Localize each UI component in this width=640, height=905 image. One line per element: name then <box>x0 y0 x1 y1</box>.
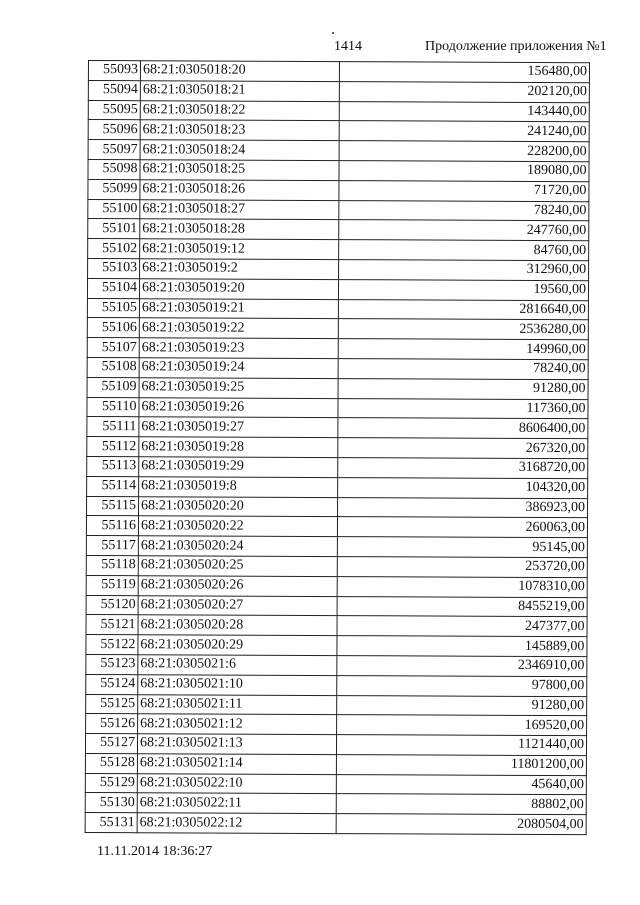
row-number-cell: 55123 <box>86 654 138 674</box>
row-number-cell: 55096 <box>88 120 140 140</box>
cadastral-value-cell: 8606400,00 <box>338 418 588 439</box>
cadastral-number-cell: 68:21:0305019:23 <box>139 338 338 359</box>
table-row <box>86 654 587 676</box>
table-row <box>87 496 588 518</box>
row-number-cell: 55097 <box>88 140 140 160</box>
cadastral-value-cell: 228200,00 <box>339 141 589 162</box>
cadastral-number-cell: 68:21:0305019:8 <box>139 476 338 497</box>
cadastral-value-cell: 2536280,00 <box>338 319 588 340</box>
page-number: 1414 <box>334 39 362 54</box>
table-row <box>87 338 588 360</box>
cadastral-number-cell: 68:21:0305018:22 <box>140 100 339 121</box>
table-row <box>86 674 587 696</box>
row-number-cell: 55120 <box>86 595 138 615</box>
cadastral-value-cell: 11801200,00 <box>336 754 586 775</box>
row-number-cell: 55098 <box>88 159 140 179</box>
table-row <box>87 417 588 439</box>
table-row <box>85 753 586 775</box>
print-timestamp: 11.11.2014 18:36:27 <box>97 844 213 859</box>
cadastral-value-cell: 88802,00 <box>336 794 586 815</box>
cadastral-number-cell: 68:21:0305019:12 <box>140 239 339 260</box>
table-row <box>88 179 589 201</box>
cadastral-value-cell: 267320,00 <box>338 438 588 459</box>
cadastral-value-cell: 91280,00 <box>338 378 588 399</box>
cadastral-number-cell: 68:21:0305020:25 <box>138 556 337 577</box>
cadastral-value-cell: 241240,00 <box>339 121 589 142</box>
cadastral-number-cell: 68:21:0305019:2 <box>140 259 339 280</box>
cadastral-value-cell: 2346910,00 <box>337 655 587 676</box>
cadastral-value-cell: 1121440,00 <box>336 735 586 756</box>
cadastral-number-cell: 68:21:0305018:21 <box>140 81 339 102</box>
cadastral-value-cell: 312960,00 <box>339 260 589 281</box>
row-number-cell: 55113 <box>87 456 139 476</box>
row-number-cell: 55093 <box>88 61 140 81</box>
row-number-cell: 55121 <box>86 615 138 635</box>
cadastral-number-cell: 68:21:0305020:20 <box>139 496 338 517</box>
row-number-cell: 55119 <box>86 575 138 595</box>
cadastral-number-cell: 68:21:0305018:25 <box>140 160 339 181</box>
cadastral-value-cell: 1078310,00 <box>337 576 587 597</box>
row-number-cell: 55094 <box>88 80 140 100</box>
cadastral-value-cell: 104320,00 <box>338 477 588 498</box>
cadastral-number-cell: 68:21:0305018:23 <box>140 120 339 141</box>
table-row <box>87 397 588 419</box>
cadastral-value-cell: 78240,00 <box>338 359 588 380</box>
row-number-cell: 55111 <box>87 417 139 437</box>
table-row <box>86 555 587 577</box>
cadastral-number-cell: 68:21:0305019:24 <box>139 358 338 379</box>
cadastral-number-cell: 68:21:0305018:27 <box>140 199 339 220</box>
row-number-cell: 55109 <box>87 377 139 397</box>
cadastral-number-cell: 68:21:0305020:22 <box>138 516 337 537</box>
row-number-cell: 55125 <box>86 694 138 714</box>
cadastral-value-cell: 253720,00 <box>337 557 587 578</box>
row-number-cell: 55115 <box>87 496 139 516</box>
table-body <box>85 61 589 835</box>
table-row <box>88 239 589 261</box>
table-row <box>87 298 588 320</box>
cadastral-value-cell: 3168720,00 <box>338 458 588 479</box>
table-row <box>88 140 589 162</box>
cadastral-value-cell: 91280,00 <box>337 695 587 716</box>
row-number-cell: 55122 <box>86 635 138 655</box>
row-number-cell: 55100 <box>88 199 140 219</box>
cadastral-number-cell: 68:21:0305019:21 <box>139 298 338 319</box>
row-number-cell: 55106 <box>87 318 139 338</box>
table-row <box>88 100 589 122</box>
row-number-cell: 55114 <box>87 476 139 496</box>
cadastral-number-cell: 68:21:0305021:6 <box>138 655 337 676</box>
cadastral-value-cell: 260063,00 <box>337 517 587 538</box>
cadastral-number-cell: 68:21:0305018:28 <box>140 219 339 240</box>
row-number-cell: 55101 <box>88 219 140 239</box>
cadastral-value-cell: 71720,00 <box>339 180 589 201</box>
cadastral-value-cell: 2080504,00 <box>336 814 586 835</box>
table-row <box>87 456 588 478</box>
table-row <box>88 258 589 280</box>
row-number-cell: 55102 <box>88 239 140 259</box>
cadastral-number-cell: 68:21:0305020:24 <box>138 536 337 557</box>
cadastral-number-cell: 68:21:0305022:12 <box>137 813 336 834</box>
row-number-cell: 55099 <box>88 179 140 199</box>
cadastral-value-cell: 117360,00 <box>338 398 588 419</box>
table-row <box>87 278 588 300</box>
cadastral-number-cell: 68:21:0305020:29 <box>138 635 337 656</box>
cadastral-number-cell: 68:21:0305019:27 <box>139 417 338 438</box>
row-number-cell: 55095 <box>88 100 140 120</box>
cadastral-number-cell: 68:21:0305020:28 <box>138 615 337 636</box>
row-number-cell: 55124 <box>86 674 138 694</box>
cadastral-number-cell: 68:21:0305020:26 <box>138 575 337 596</box>
cadastral-value-cell: 386923,00 <box>338 497 588 518</box>
cadastral-value-cell: 2816640,00 <box>338 299 588 320</box>
cadastral-number-cell: 68:21:0305019:28 <box>139 437 338 458</box>
cadastral-value-cell: 247760,00 <box>339 220 589 241</box>
cadastral-value-cell: 45640,00 <box>336 774 586 795</box>
table-row <box>86 615 587 637</box>
table-row <box>87 377 588 399</box>
table-row <box>85 793 586 815</box>
table-row <box>86 536 587 558</box>
table-row <box>86 635 587 657</box>
table-row <box>88 61 589 83</box>
cadastral-number-cell: 68:21:0305021:13 <box>137 734 336 755</box>
cadastral-number-cell: 68:21:0305019:29 <box>139 457 338 478</box>
cadastral-number-cell: 68:21:0305019:26 <box>139 397 338 418</box>
table-row <box>87 318 588 340</box>
table-row <box>85 734 586 756</box>
cadastral-value-cell: 156480,00 <box>339 62 589 83</box>
row-number-cell: 55126 <box>86 714 138 734</box>
table-row <box>86 516 587 538</box>
cadastral-value-cell: 8455219,00 <box>337 596 587 617</box>
row-number-cell: 55127 <box>85 734 137 754</box>
row-number-cell: 55128 <box>85 753 137 773</box>
cadastral-number-cell: 68:21:0305022:11 <box>137 793 336 814</box>
scan-dot <box>332 32 334 34</box>
row-number-cell: 55108 <box>87 357 139 377</box>
cadastral-value-cell: 78240,00 <box>339 200 589 221</box>
row-number-cell: 55116 <box>86 516 138 536</box>
table-row <box>88 219 589 241</box>
cadastral-value-cell: 202120,00 <box>339 81 589 102</box>
cadastral-value-cell: 169520,00 <box>337 715 587 736</box>
row-number-cell: 55112 <box>87 437 139 457</box>
cadastral-number-cell: 68:21:0305021:11 <box>138 694 337 715</box>
table-row <box>86 595 587 617</box>
table-row <box>86 694 587 716</box>
row-number-cell: 55104 <box>87 278 139 298</box>
table-row <box>88 80 589 102</box>
cadastral-value-cell: 145889,00 <box>337 636 587 657</box>
cadastral-value-cell: 84760,00 <box>339 240 589 261</box>
cadastral-value-cell: 189080,00 <box>339 161 589 182</box>
table-row <box>88 159 589 181</box>
table-row <box>87 476 588 498</box>
row-number-cell: 55130 <box>85 793 137 813</box>
cadastral-number-cell: 68:21:0305021:14 <box>137 754 336 775</box>
cadastral-number-cell: 68:21:0305019:20 <box>139 278 338 299</box>
cadastral-number-cell: 68:21:0305018:20 <box>140 61 339 82</box>
cadastral-value-cell: 247377,00 <box>337 616 587 637</box>
cadastral-number-cell: 68:21:0305021:10 <box>138 674 337 695</box>
cadastral-value-cell: 149960,00 <box>338 339 588 360</box>
cadastral-number-cell: 68:21:0305018:26 <box>140 180 339 201</box>
row-number-cell: 55117 <box>86 536 138 556</box>
page-caption: Продолжение приложения №1 <box>425 39 607 54</box>
cadastral-value-cell: 143440,00 <box>339 101 589 122</box>
table-row <box>85 773 586 795</box>
row-number-cell: 55105 <box>87 298 139 318</box>
row-number-cell: 55103 <box>88 258 140 278</box>
cadastral-value-cell: 95145,00 <box>337 537 587 558</box>
row-number-cell: 55131 <box>85 813 137 833</box>
cadastral-number-cell: 68:21:0305022:10 <box>137 773 336 794</box>
cadastral-number-cell: 68:21:0305019:22 <box>139 318 338 339</box>
table-row <box>85 813 586 835</box>
table-row <box>88 120 589 142</box>
table-row <box>88 199 589 221</box>
cadastral-number-cell: 68:21:0305020:27 <box>138 595 337 616</box>
cadastral-number-cell: 68:21:0305018:24 <box>140 140 339 161</box>
table-row <box>86 575 587 597</box>
cadastral-number-cell: 68:21:0305021:12 <box>138 714 337 735</box>
cadastral-value-cell: 19560,00 <box>338 279 588 300</box>
cadastral-value-table <box>85 60 590 835</box>
cadastral-value-cell: 97800,00 <box>337 675 587 696</box>
table-row <box>87 437 588 459</box>
row-number-cell: 55110 <box>87 397 139 417</box>
table-row <box>87 357 588 379</box>
row-number-cell: 55118 <box>86 555 138 575</box>
row-number-cell: 55107 <box>87 338 139 358</box>
row-number-cell: 55129 <box>85 773 137 793</box>
table-row <box>86 714 587 736</box>
cadastral-number-cell: 68:21:0305019:25 <box>139 377 338 398</box>
